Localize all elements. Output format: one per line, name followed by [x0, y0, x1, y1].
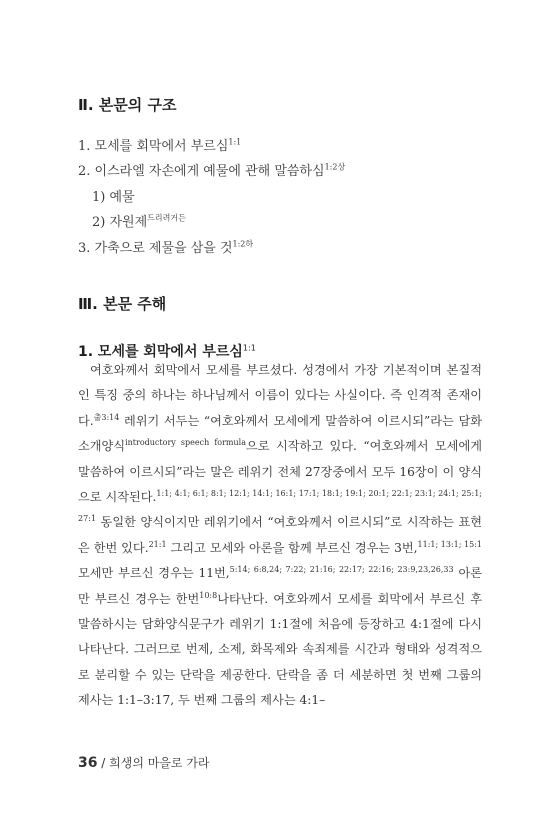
structure-item-text: 3. 가축으로 제물을 삼을 것	[78, 241, 233, 256]
verse-reference: 11:1; 13:1; 15:1	[417, 539, 482, 549]
paragraph-text: 으로 시작하고 있다. “여호와께서 모세에게 말씀하여 이르시되”라는 말은 레위기 전체 27장중에서 모두 16장이 이 양식으로 시작된다.	[78, 439, 482, 505]
structure-item-1	[78, 135, 241, 154]
structure-item-ref: 드리려거든	[147, 213, 186, 223]
verse-reference: 1:1; 4:1; 6:1; 8:1; 12:1; 14:1; 16:1; 17:1; 18:1; 19:1; 20:1; 22:1; 23:1; 24:1; 25:1; 27:1	[78, 488, 482, 524]
paragraph-text: 모세만 부르신 경우는 11번,	[78, 566, 230, 581]
structure-item-2-1	[92, 186, 135, 205]
paragraph-text: 여호와께서 회막에서 모세를 부르셨다. 성경에서 가장 기본적이며 본질적인 특징 중의 하나는 하나님께서 이름이 있다는 사실이다. 즉 인격적 존재이다.	[78, 363, 482, 428]
structure-item-ref: 1:2하	[232, 239, 254, 249]
verse-reference: 21:1	[148, 539, 167, 549]
structure-item-ref: 1:1	[228, 137, 242, 147]
structure-item-ref: 1:2상	[324, 162, 346, 172]
paragraph-text: 아론만 부르신 경우는 한번	[78, 566, 482, 606]
verse-reference: 10:8	[199, 590, 218, 600]
structure-item-3	[78, 237, 253, 256]
verse-reference: 5:14; 6:8,24; 7:22; 21:16; 22:17; 22:16; 23:9,23,26,33	[229, 565, 454, 575]
page-number: 36	[78, 755, 98, 771]
subheading-text: 1. 모세를 회막에서 부르심	[78, 344, 243, 360]
paragraph-text: 동일한 양식이지만 레위기에서 “여호와께서 이르시되”로 시작하는 표현은 한번 있다.	[78, 515, 482, 555]
page-footer	[78, 754, 210, 771]
section-heading-commentary: Ⅲ. 본문 주해	[78, 295, 167, 313]
verse-reference: 출3:14	[93, 412, 120, 422]
subheading-ref: 1:1	[242, 343, 256, 353]
book-title: / 희생의 마을로 가라	[97, 756, 210, 770]
structure-item-text: 2. 이스라엘 자손에게 예물에 관해 말씀하심	[78, 164, 325, 179]
structure-item-text: 2) 자원제	[92, 215, 148, 230]
paragraph-text: 그리고 모세와 아론을 함께 부르신 경우는 3번,	[166, 540, 418, 555]
paragraph-text: 나타난다. 여호와께서 모세를 회막에서 부르신 후 말씀하시는 담화양식문구가 레위기 1:1절에 처음에 등장하고 4:1절에 다시 나타난다. 그러므로 번제, 소제, 화목제와 속죄제를 시간과 형태와 성격적으로 분리할 수 있는 단락을 제공한다. 단락을 좀 더 세분하면 첫 번째 그룹의 제사는 1:1–3:17, 두 번째 그룹의 제사는 4:1–	[78, 591, 482, 708]
structure-item-text: 1) 예물	[92, 190, 135, 205]
structure-item-2	[78, 160, 345, 179]
structure-item-text: 1. 모세를 회막에서 부르심	[78, 139, 229, 154]
section-heading-structure: Ⅱ. 본문의 구조	[78, 96, 177, 114]
structure-item-2-2	[92, 211, 186, 230]
paragraph-text: 레위기 서두는 “여호와께서 모세에게 말씀하여 이르시되”라는 담화소개양식	[78, 413, 482, 454]
commentary-paragraph	[78, 358, 482, 714]
term-annotation: introductory speech formula	[125, 438, 246, 448]
